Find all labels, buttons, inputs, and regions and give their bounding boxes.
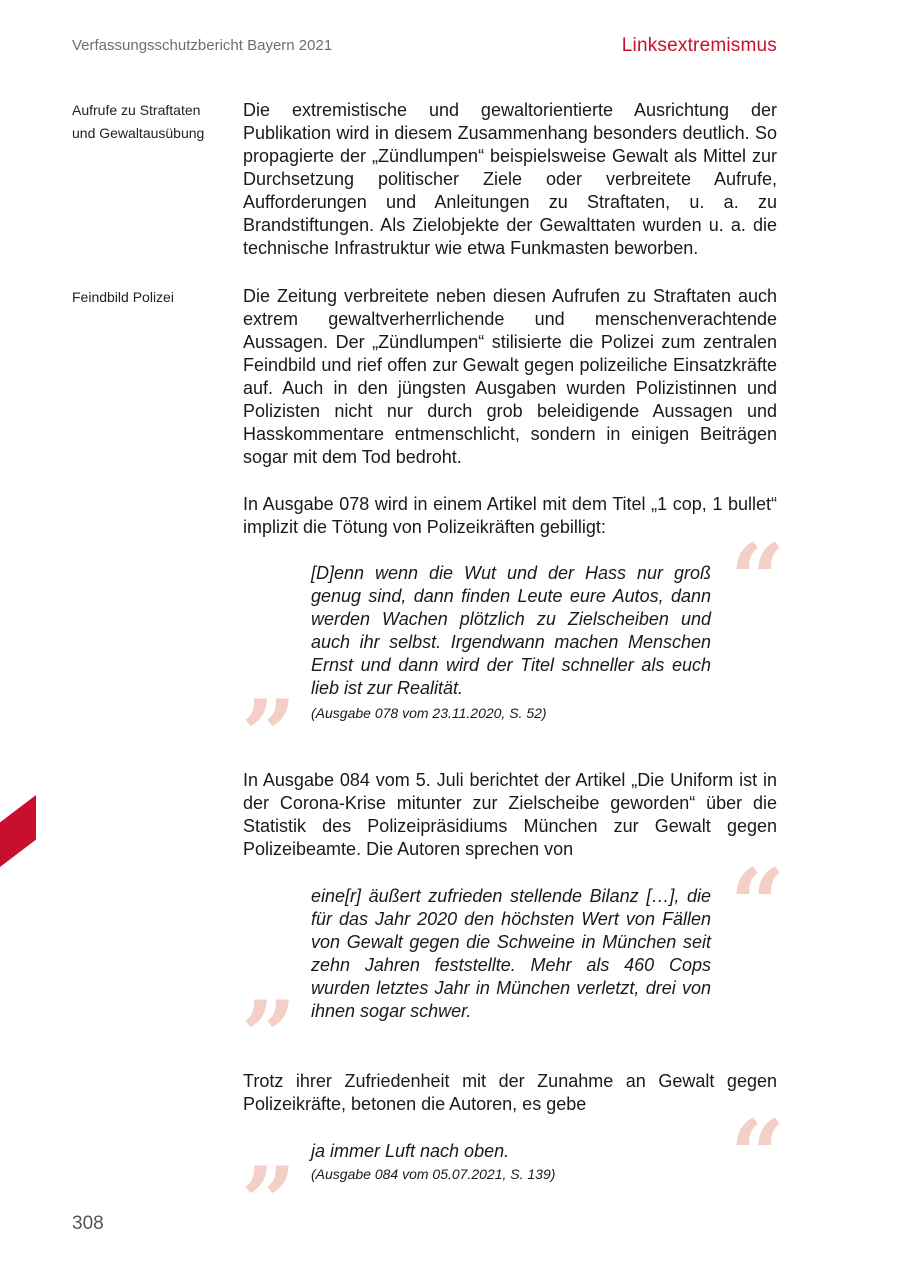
- paragraph-2: Die Zeitung verbreitete neben diesen Aufrufen zu Straftaten auch extrem gewaltverherrlichende und menschenverachtende Aussagen. Der „Zündlumpen“ stilisierte die Polizei zum zentralen Feindbild und rief offen zur Gewalt gegen polizeiliche Einsatzkräfte auf. Auch in den jüngsten Ausgaben wurden Polizistinnen und Polizisten nicht nur durch grob beleidigende Aussagen und Hasskommentare entmenschlicht, sondern in einigen Beiträgen sogar mit dem Tod bedroht.: [243, 286, 777, 467]
- open-quote-icon: “: [730, 523, 786, 636]
- close-quote-icon: ”: [241, 679, 297, 792]
- quote-2-text: eine[r] äußert zufrieden stellende Bilanz […], die für das Jahr 2020 den höchsten Wert von Fällen von Gewalt gegen die Schweine in München seit zehn Jahren feststellte. Mehr als 460 Cops wurden letztes Jahr in München verletzt, drei von ihnen sogar schwer.: [311, 886, 711, 1021]
- close-quote-icon: ”: [241, 980, 297, 1093]
- paragraph-4: In Ausgabe 084 vom 5. Juli berichtet der Artikel „Die Uniform ist in der Corona-Krise mitunter zur Zielscheibe geworden“ über die Statistik des Polizeipräsidiums München zur Gewalt gegen Polizeibeamte. Die Autoren sprechen von: [243, 770, 777, 859]
- margin-label-calls-to-crime: Aufrufe zu Straftaten und Gewaltausübung: [72, 102, 205, 141]
- margin-label-police-enemy: Feindbild Polizei: [72, 289, 174, 305]
- paragraph-1: Die extremistische und gewaltorientierte Ausrichtung der Publikation wird in diesem Zusammenhang besonders deutlich. So propagierte der „Zündlumpen“ beispielsweise Gewalt als Mittel zur Durchsetzung politischer Ziele oder verbreitete Aufrufe, Aufforderungen und Anleitungen zu Straftaten, u. a. zu Brandstiftungen. Als Zielobjekte der Gewalttaten wurden u. a. die technische Infrastruktur wie etwa Funkmasten beworben.: [243, 100, 777, 258]
- open-quote-icon: “: [730, 848, 786, 961]
- close-quote-icon: ”: [241, 1146, 297, 1259]
- chapter-tab-marker: [0, 795, 36, 867]
- paragraph-5: Trotz ihrer Zufriedenheit mit der Zunahme an Gewalt gegen Polizeikräfte, betonen die Autoren, es gebe: [243, 1071, 777, 1114]
- open-quote-icon: “: [730, 1099, 786, 1212]
- section-title: Linksextremismus: [621, 35, 777, 56]
- report-title: Verfassungsschutzbericht Bayern 2021: [72, 37, 333, 54]
- quote-1-source: (Ausgabe 078 vom 23.11.2020, S. 52): [311, 705, 547, 721]
- quote-3-text: ja immer Luft nach oben.: [311, 1141, 510, 1161]
- quote-1-text: [D]enn wenn die Wut und der Hass nur groß genug sind, dann finden Leute eure Autos, dann werden Wachen plötzlich zu Zielscheiben und auch ihr selbst. Irgendwann machen Menschen Ernst und dann wird der Titel schneller als euch lieb ist zur Realität.: [311, 563, 711, 698]
- quote-3-source: (Ausgabe 084 vom 05.07.2021, S. 139): [311, 1166, 556, 1182]
- paragraph-3: In Ausgabe 078 wird in einem Artikel mit dem Titel „1 cop, 1 bullet“ implizit die Tötung von Polizeikräften gebilligt:: [243, 494, 777, 537]
- page-number: 308: [72, 1213, 104, 1234]
